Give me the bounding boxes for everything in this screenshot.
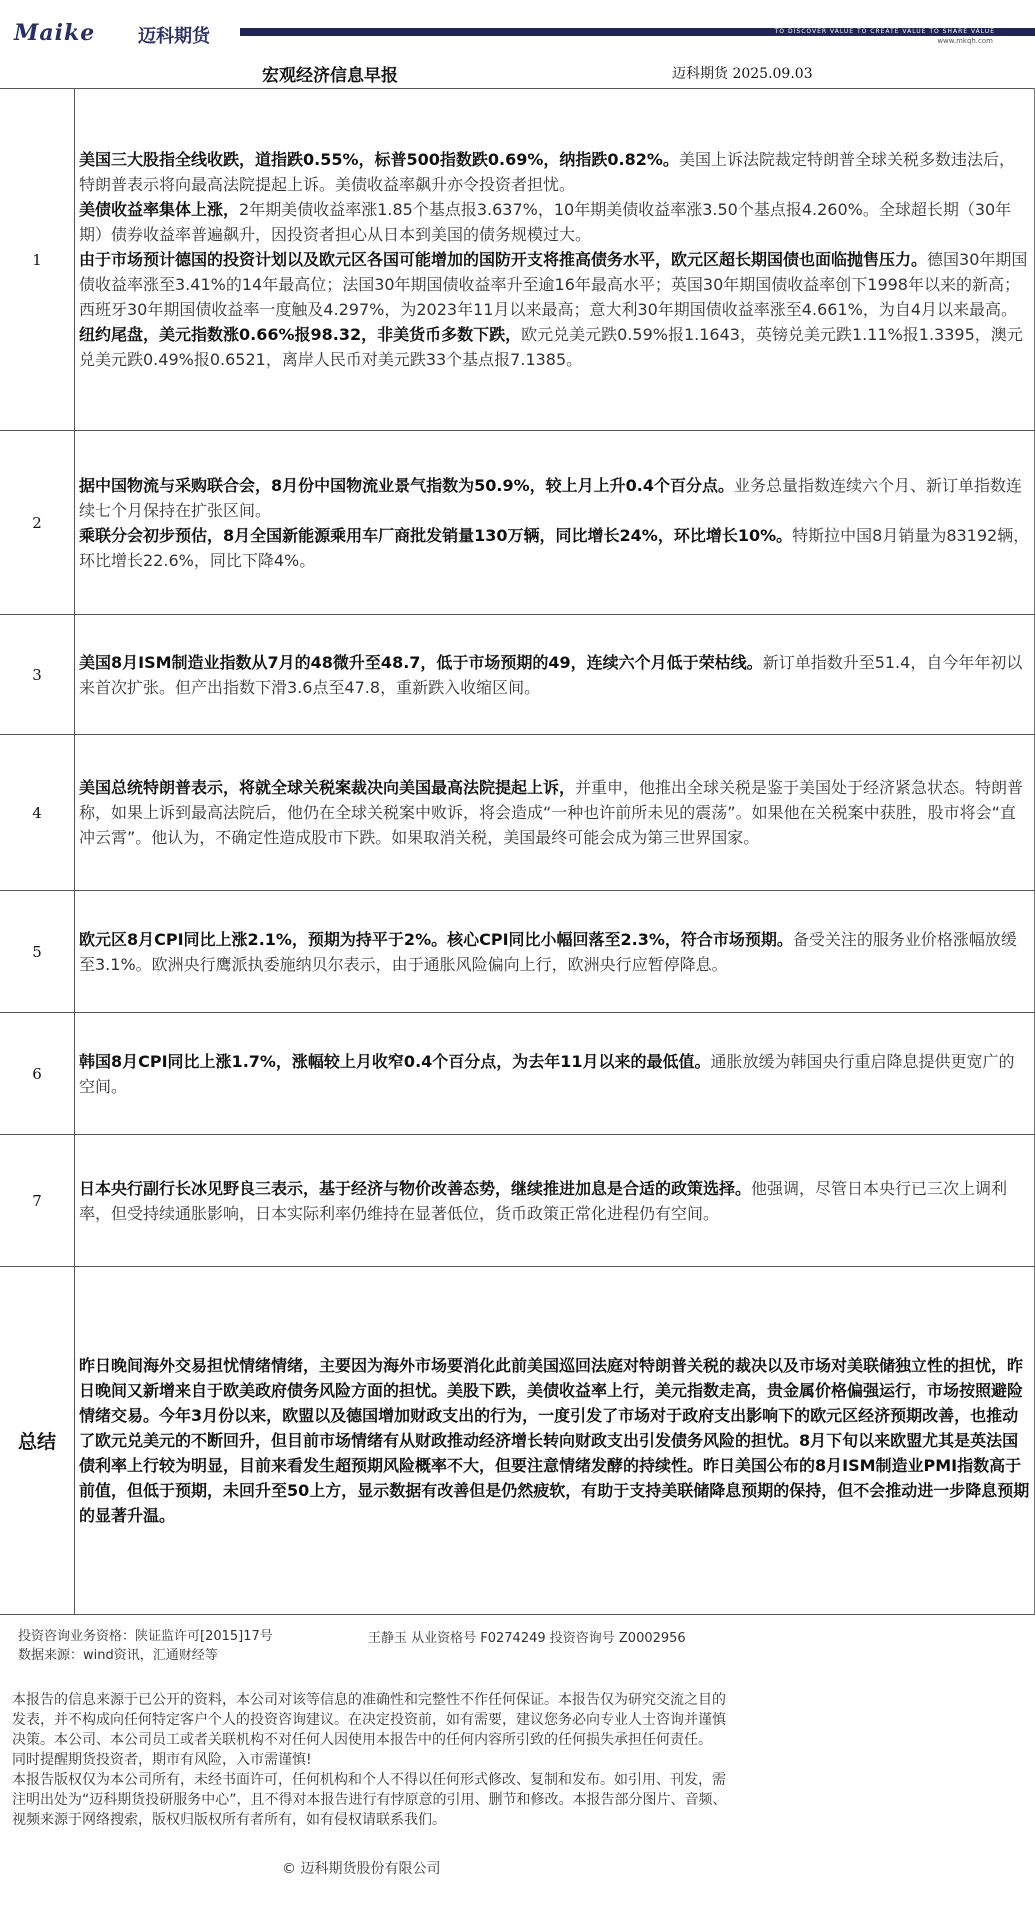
analyst-info: 王静玉 从业资格号 F0274249 投资咨询号 Z0002956	[368, 1631, 686, 1646]
disclaimer-paragraph: 本报告的信息来源于已公开的资料，本公司对该等信息的准确性和完整性不作任何保证。本报告仅为研究交流之目的发表，并不构成向任何特定客户个人的投资咨询建议。在决定投资前，如有需要，建议您务必向专业人士咨询并谨慎决策。本公司、本公司员工或者关联机构不对任何人因使用本报告中的任何内容所引致的任何损失承担任何责任。	[12, 1692, 726, 1748]
row-number: 2	[0, 431, 75, 615]
news-table	[0, 88, 1035, 1615]
body-text: 2年期美债收益率涨1.85个基点报3.637%，10年期美债收益率涨3.50个基点报4.260%。全球超长期（30年期）债券收益率普遍飙升，因投资者担心从日本到美国的债务规模过大。	[79, 200, 1012, 244]
row-number: 1	[0, 89, 75, 431]
copyright: © 迈科期货股份有限公司	[282, 1861, 441, 1877]
headline: 美国8月ISM制造业指数从7月的48微升至48.7，低于市场预期的49，连续六个月低于荣枯线。	[79, 652, 763, 672]
row-content	[75, 89, 1035, 431]
risk-warning: 同时提醒期货投资者，期市有风险，入市需谨慎!	[12, 1752, 312, 1768]
body-text: 美国上诉法院裁定特朗普全球关税多数违法后，特朗普表示将向最高法院提起上诉。美债收益率飙升亦令投资者担忧。	[79, 150, 1015, 194]
row-number: 5	[0, 891, 75, 1013]
company-name: 迈科期货	[138, 26, 210, 47]
table-row	[0, 615, 1035, 735]
body-text: 特斯拉中国8月销量为83192辆，环比增长22.6%，同比下降4%。	[79, 525, 1030, 570]
body-text: 德国30年期国债收益率涨至3.41%的14年最高位；法国30年期国债收益率升至逾16年最高水平；英国30年期国债收益率创下1998年以来的新高；西班牙30年期国债收益率一度触及4.297%，为2023年11月以来最高；意大利30年期国债收益率涨至4.661%，为自4月以来最高。	[79, 250, 1028, 319]
row-number: 3	[0, 615, 75, 735]
news-paragraph	[79, 1176, 1030, 1226]
table-row	[0, 735, 1035, 891]
report-title: 宏观经济信息早报	[262, 66, 398, 86]
table-row	[0, 89, 1035, 431]
footer-qualifications	[18, 1627, 273, 1665]
headline: 由于市场预计德国的投资计划以及欧元区各国可能增加的国防开支将推高债务水平，欧元区超长期国债也面临抛售压力。	[79, 250, 928, 269]
headline: 乘联分会初步预估，8月全国新能源乘用车厂商批发销量130万辆，同比增长24%，环比增长10%。	[79, 525, 793, 545]
copyright-notice: 本报告版权仅为本公司所有，未经书面许可，任何机构和个人不得以任何形式修改、复制和发布。如引用、刊发，需注明出处为“迈科期货投研服务中心”，且不得对本报告进行有悖原意的引用、删节和修改。本报告部分图片、音频、视频来源于网络搜索，版权归版权所有者所有，如有侵权请联系我们。	[12, 1772, 727, 1828]
body-text: 备受关注的服务业价格涨幅放缓至3.1%。欧洲央行鹰派执委施纳贝尔表示，由于通胀风险偏向上行，欧洲央行应暂停降息。	[79, 929, 1017, 974]
table-row	[0, 1013, 1035, 1135]
news-paragraph	[79, 197, 1030, 247]
headline: 据中国物流与采购联合会，8月份中国物流业景气指数为50.9%，较上月上升0.4个百分点。	[79, 475, 734, 495]
news-paragraph	[79, 650, 1030, 700]
row-number: 6	[0, 1013, 75, 1135]
report-date: 迈科期货 2025.09.03	[672, 66, 813, 82]
row-content	[75, 431, 1035, 615]
body-text: 并重申，他推出全球关税是鉴于美国处于经济紧急状态。特朗普称，如果上诉到最高法院后，他仍在全球关税案中败诉，将会造成“一种也许前所未见的震荡”。如果他在关税案中获胜，股市将会“直冲云霄”。他认为，不确定性造成股市下跌。如果取消关税，美国最终可能会成为第三世界国家。	[79, 778, 1024, 847]
row-content	[75, 1135, 1035, 1267]
news-paragraph	[79, 473, 1030, 523]
headline: 美国三大股指全线收跌，道指跌0.55%，标普500指数跌0.69%，纳指跌0.82%。	[79, 150, 679, 169]
row-content	[75, 615, 1035, 735]
news-paragraph	[79, 147, 1030, 197]
news-paragraph	[79, 775, 1030, 850]
row-content	[75, 735, 1035, 891]
website-url: www.mkqh.com	[937, 37, 993, 45]
slogan: TO DISCOVER VALUE TO CREATE VALUE TO SHARE VALUE	[774, 28, 995, 35]
summary-row	[0, 1267, 1035, 1615]
company-logo: Maike	[14, 20, 96, 46]
body-text: 通胀放缓为韩国央行重启降息提供更宽广的空间。	[79, 1051, 1015, 1096]
disclaimer	[12, 1690, 736, 1830]
table-row	[0, 431, 1035, 615]
headline: 欧元区8月CPI同比上涨2.1%，预期为持平于2%。核心CPI同比小幅回落至2.3%，符合市场预期。	[79, 929, 793, 949]
news-paragraph	[79, 523, 1030, 573]
table-row	[0, 891, 1035, 1013]
summary-label: 总结	[0, 1267, 75, 1615]
row-number: 7	[0, 1135, 75, 1267]
row-number: 4	[0, 735, 75, 891]
headline: 纽约尾盘，美元指数涨0.66%报98.32，非美货币多数下跌，	[79, 325, 522, 344]
news-paragraph	[79, 322, 1030, 372]
data-source: 数据来源：wind资讯，汇通财经等	[18, 1648, 218, 1663]
headline: 日本央行副行长冰见野良三表示，基于经济与物价改善态势，继续推进加息是合适的政策选择。	[79, 1178, 752, 1198]
news-paragraph	[79, 247, 1030, 322]
report-header	[0, 0, 1035, 52]
license-text: 投资咨询业务资格：陕证监许可[2015]17号	[18, 1629, 273, 1644]
news-paragraph	[79, 927, 1030, 977]
summary-paragraph	[79, 1353, 1030, 1528]
news-paragraph	[79, 1049, 1030, 1099]
headline: 韩国8月CPI同比上涨1.7%，涨幅较上月收窄0.4个百分点，为去年11月以来的最低值。	[79, 1051, 711, 1071]
title-row	[0, 52, 1035, 90]
summary-text: 昨日晚间海外交易担忧情绪情绪，主要因为海外市场要消化此前美国巡回法庭对特朗普关税的裁决以及市场对美联储独立性的担忧，昨日晚间又新增来自于欧美政府债务风险方面的担忧。美股下跌，美债收益率上行，美元指数走高，贵金属价格偏强运行，市场按照避险情绪交易。今年3月份以来，欧盟以及德国增加财政支出的行为，一度引发了市场对于政府支出影响下的欧元区经济预期改善，也推动了欧元兑美元的不断回升，但目前市场情绪有从财政推动经济增长转向财政支出引发债务风险的担忧。8月下旬以来欧盟尤其是英法国债利率上行较为明显，目前来看发生超预期风险概率不大，但要注意情绪发酵的持续性。昨日美国公布的8月ISM制造业PMI指数高于前值，但低于预期，未回升至50上方，显示数据有改善但是仍然疲软，有助于支持美联储降息预期的保持，但不会推动进一步降息预期的显著升温。	[79, 1356, 1030, 1525]
body-text: 他强调，尽管日本央行已三次上调利率，但受持续通胀影响，日本实际利率仍维持在显著低位，货币政策正常化进程仍有空间。	[79, 1178, 1008, 1223]
summary-content	[75, 1267, 1035, 1615]
row-content	[75, 891, 1035, 1013]
body-text: 新订单指数升至51.4，自今年年初以来首次扩张。但产出指数下滑3.6点至47.8，重新跌入收缩区间。	[79, 652, 1023, 697]
body-text: 业务总量指数连续六个月、新订单指数连续七个月保持在扩张区间。	[79, 475, 1023, 520]
headline: 美国总统特朗普表示，将就全球关税案裁决向美国最高法院提起上诉，	[79, 778, 576, 797]
body-text: 欧元兑美元跌0.59%报1.1643，英镑兑美元跌1.11%报1.3395，澳元兑美元跌0.49%报0.6521，离岸人民币对美元跌33个基点报7.1385。	[79, 325, 1023, 369]
row-content	[75, 1013, 1035, 1135]
table-row	[0, 1135, 1035, 1267]
headline: 美债收益率集体上涨，	[79, 200, 240, 219]
